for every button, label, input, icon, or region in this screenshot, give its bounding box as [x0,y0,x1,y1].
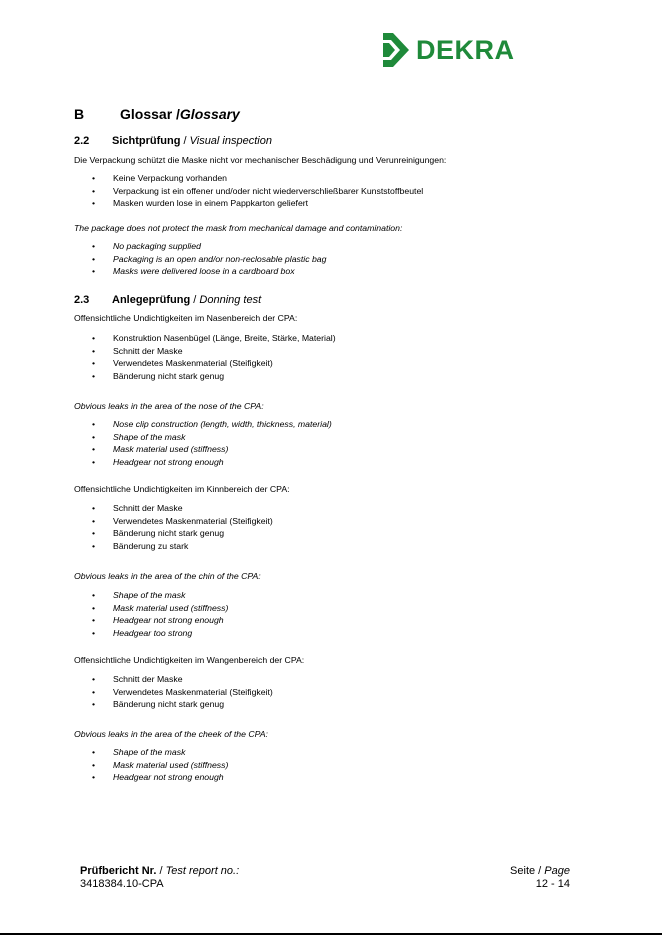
list-item: • Bänderung zu stark [92,540,189,551]
cheek-intro-en: Obvious leaks in the area of the cheek of the CPA: [74,729,268,739]
list-item: • Keine Verpackung vorhanden [92,173,227,183]
list-item: • Mask material used (stiffness) [92,444,229,454]
list-item: • Masken wurden lose in einem Pappkarton geliefert [92,198,309,208]
subsection-heading-2-3 [74,294,261,306]
report-info [80,865,239,891]
list-item: • Headgear not strong enough [92,456,224,467]
page-number: 12 - 14 [535,878,570,890]
nose-list-de [0,332,336,382]
subsection-title-en: Visual inspection [189,135,272,147]
report-label: Prüfbericht Nr. / Test report no.: [80,865,240,877]
list-item: • Verpackung ist ein offener und/oder nicht wiederverschließbarer Kunststoffbeutel [92,185,424,196]
nose-intro-en: Obvious leaks in the area of the nose of the CPA: [74,401,264,411]
dekra-logo [383,33,515,67]
list-item: • Mask material used (stiffness) [92,602,229,613]
list-item: • Nose clip construction (length, width, thickness, material) [92,419,332,429]
list-item: • Bänderung nicht stark genug [92,699,225,709]
nose-intro-de: Offensichtliche Undichtigkeiten im Nasenbereich der CPA: [74,313,298,323]
list-item: • Masks were delivered loose in a cardboard box [92,266,295,276]
bottom-rule [0,933,662,935]
list-item: • Headgear not strong enough [92,772,224,782]
list-item: • Verwendetes Maskenmaterial (Steifigkeit) [92,686,273,697]
section-title-en: Glossary [179,106,240,122]
packaging-list-de [0,172,423,210]
section-heading [74,106,240,122]
cheek-list-en [0,746,228,784]
chin-list-en [0,589,228,639]
chin-intro-de: Offensichtliche Undichtigkeiten im Kinnbereich der CPA: [74,484,290,494]
subsection-heading-2-2 [74,135,272,147]
list-item: • Shape of the mask [92,590,186,600]
subsection-title-de: Sichtprüfung [112,135,181,147]
subsection-number: 2.3 [74,294,90,306]
page-label: Seite / Page [510,865,570,877]
section-letter: B [74,106,85,122]
nose-list-en [0,418,332,468]
list-item: • Schnitt der Maske [92,345,183,356]
packaging-intro-en: The package does not protect the mask from mechanical damage and contamination: [74,223,403,233]
brand-name: DEKRA [416,34,515,65]
subsection-number: 2.2 [74,135,90,147]
list-item: • Shape of the mask [92,431,186,442]
subsection-title-de: Anlegeprüfung [112,294,191,306]
report-number: 3418384.10-CPA [80,878,164,890]
list-item: • Headgear not strong enough [92,615,224,625]
list-item: • Packaging is an open and/or non-reclosable plastic bag [92,253,327,264]
page-info [510,865,570,891]
list-item: • No packaging supplied [92,241,201,251]
list-item: • Mask material used (stiffness) [92,759,229,770]
list-item: • Schnitt der Maske [92,503,183,513]
list-item: • Bänderung nicht stark genug [92,528,225,538]
packaging-list-en [0,240,326,278]
packaging-intro-de: Die Verpackung schützt die Maske nicht vor mechanischer Beschädigung und Verunreinigungen: [74,155,447,165]
title-separator: / [180,135,190,147]
subsection-title-en: Donning test [199,294,262,306]
dekra-chevron-icon [383,33,409,67]
list-item: • Konstruktion Nasenbügel (Länge, Breite, Stärke, Material) [92,333,336,343]
list-item: • Schnitt der Maske [92,674,183,684]
title-separator: / [190,294,200,306]
chin-list-de [0,502,273,552]
chin-intro-en: Obvious leaks in the area of the chin of the CPA: [74,571,261,581]
section-title-de: Glossar / [120,106,180,122]
list-item: • Headgear too strong [92,627,193,638]
list-item: • Shape of the mask [92,747,186,757]
list-item: • Verwendetes Maskenmaterial (Steifigkeit) [92,358,273,368]
cheek-intro-de: Offensichtliche Undichtigkeiten im Wangenbereich der CPA: [74,655,305,665]
list-item: • Verwendetes Maskenmaterial (Steifigkeit) [92,515,273,526]
cheek-list-de [0,673,273,711]
list-item: • Bänderung nicht stark genug [92,370,225,381]
